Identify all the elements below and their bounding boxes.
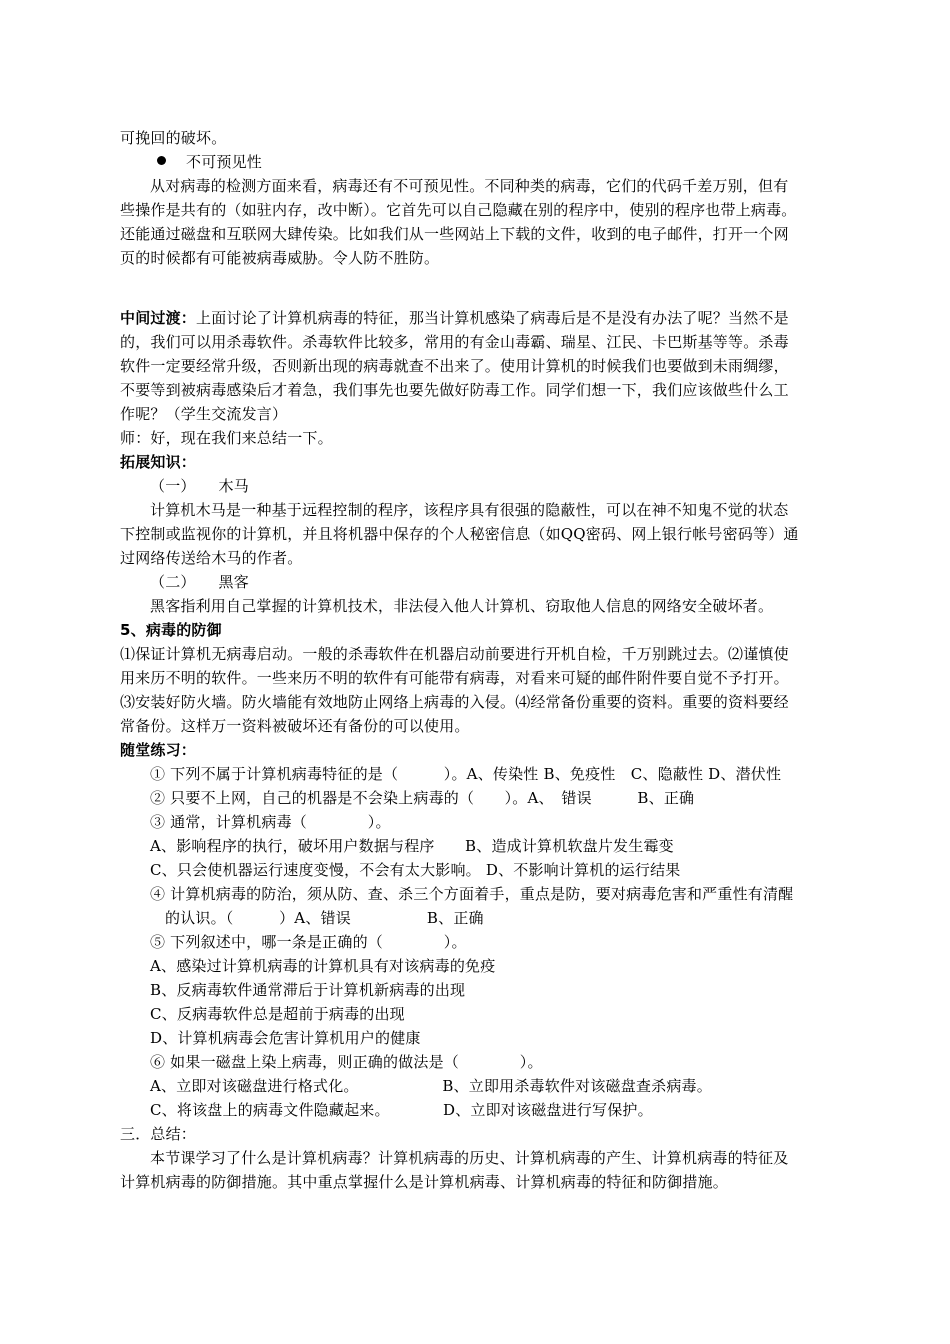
exercise-option: C、反病毒软件总是超前于病毒的出现 [150, 1005, 405, 1023]
bullet-icon [157, 156, 166, 165]
section-heading: 不可预见性 [186, 153, 263, 171]
section-heading: 拓展知识： [120, 453, 197, 471]
text-line: 下控制或监视你的计算机，并且将机器中保存的个人秘密信息（如QQ密码、网上银行帐号密码等）通 [120, 525, 799, 543]
transition-label: 中间过渡： [120, 309, 197, 327]
text-line: 些操作是共有的（如驻内存，改中断）。它首先可以自己隐藏在别的程序中，使别的程序也带上病毒。 [120, 201, 797, 219]
exercise-line: ⑥ 如果一磁盘上染上病毒，则正确的做法是（ ）。 [150, 1053, 543, 1071]
text-line: ⑴保证计算机无病毒启动。一般的杀毒软件在机器启动前要进行开机自检，千万别跳过去。⑵谨慎使 [120, 645, 789, 663]
text-line: 软件一定要经常升级，否则新出现的病毒就查不出来了。使用计算机的时候我们也要做到未雨绸缪， [120, 357, 789, 375]
exercise-line: ③ 通常，计算机病毒（ ）。 [150, 813, 391, 831]
text-line: ⑶安装好防火墙。防火墙能有效地防止网络上病毒的入侵。⑷经常备份重要的资料。重要的资料要经 [120, 693, 789, 711]
exercise-option: C、只会使机器运行速度变慢，不会有太大影响。 D、不影响计算机的运行结果 [150, 861, 681, 879]
transition-text: 上面讨论了计算机病毒的特征，那当计算机感染了病毒后是不是没有办法了呢？当然不是 [196, 309, 789, 327]
exercise-option: A、影响程序的执行，破坏用户数据与程序 B、造成计算机软盘片发生霉变 [150, 837, 674, 855]
text-line: 不要等到被病毒感染后才着急，我们事先也要先做好防毒工作。同学们想一下，我们应该做些什么工 [120, 381, 789, 399]
text-line: 过网络传送给木马的作者。 [120, 549, 303, 567]
text-line: 用来历不明的软件。一些来历不明的软件有可能带有病毒，对看来可疑的邮件附件要自觉不予打开。 [120, 669, 789, 687]
text-line: 从对病毒的检测方面来看，病毒还有不可预见性。不同种类的病毒，它们的代码千差万别，但有 [150, 177, 789, 195]
text-line: 计算机病毒的防御措施。其中重点掌握什么是计算机病毒、计算机病毒的特征和防御措施。 [120, 1173, 729, 1191]
text-line: 常备份。这样万一资料被破坏还有备份的可以使用。 [120, 717, 470, 735]
exercise-line: ② 只要不上网，自己的机器是不会染上病毒的（ ）。A、 错误 B、正确 [150, 789, 695, 807]
text-line: 作呢？（学生交流发言） [120, 405, 288, 423]
subheading: （一） 木马 [150, 477, 249, 495]
exercise-line: ④ 计算机病毒的防治，须从防、查、杀三个方面着手，重点是防，要对病毒危害和严重性有清醒 [150, 885, 794, 903]
section-heading: 随堂练习： [120, 741, 197, 759]
exercise-option: D、计算机病毒会危害计算机用户的健康 [150, 1029, 421, 1047]
text-line: 黑客指利用自己掌握的计算机技术，非法侵入他人计算机、窃取他人信息的网络安全破坏者。 [150, 597, 774, 615]
exercise-line: ① 下列不属于计算机病毒特征的是（ ）。A、传染性 B、免疫性 C、隐蔽性 D、潜伏性 [150, 765, 782, 783]
text-line: 计算机木马是一种基于远程控制的程序，该程序具有很强的隐蔽性，可以在神不知鬼不觉的状态 [150, 501, 789, 519]
section-heading: 5、病毒的防御 [120, 621, 222, 639]
exercise-option: A、感染过计算机病毒的计算机具有对该病毒的免疫 [150, 957, 496, 975]
exercise-option: B、反病毒软件通常滞后于计算机新病毒的出现 [150, 981, 466, 999]
transition-paragraph [120, 306, 870, 330]
exercise-option: C、将该盘上的病毒文件隐藏起来。 D、立即对该磁盘进行写保护。 [150, 1101, 653, 1119]
text-line: 本节课学习了什么是计算机病毒？计算机病毒的历史、计算机病毒的产生、计算机病毒的特征及 [150, 1149, 789, 1167]
text-line: 可挽回的破坏。 [120, 129, 227, 147]
text-line: 师：好，现在我们来总结一下。 [120, 429, 333, 447]
exercise-line: 的认识。（ ）A、错误 B、正确 [165, 909, 484, 927]
text-line: 还能通过磁盘和互联网大肆传染。比如我们从一些网站上下载的文件，收到的电子邮件，打开一个网 [120, 225, 789, 243]
text-line: 页的时候都有可能被病毒威胁。令人防不胜防。 [120, 249, 440, 267]
subheading: （二） 黑客 [150, 573, 249, 591]
text-line: 的，我们可以用杀毒软件。杀毒软件比较多，常用的有金山毒霸、瑞星、江民、卡巴斯基等等。杀毒 [120, 333, 789, 351]
section-heading: 三．总结： [120, 1125, 197, 1143]
exercise-line: ⑤ 下列叙述中，哪一条是正确的（ ）。 [150, 933, 467, 951]
exercise-option: A、立即对该磁盘进行格式化。 B、立即用杀毒软件对该磁盘查杀病毒。 [150, 1077, 712, 1095]
